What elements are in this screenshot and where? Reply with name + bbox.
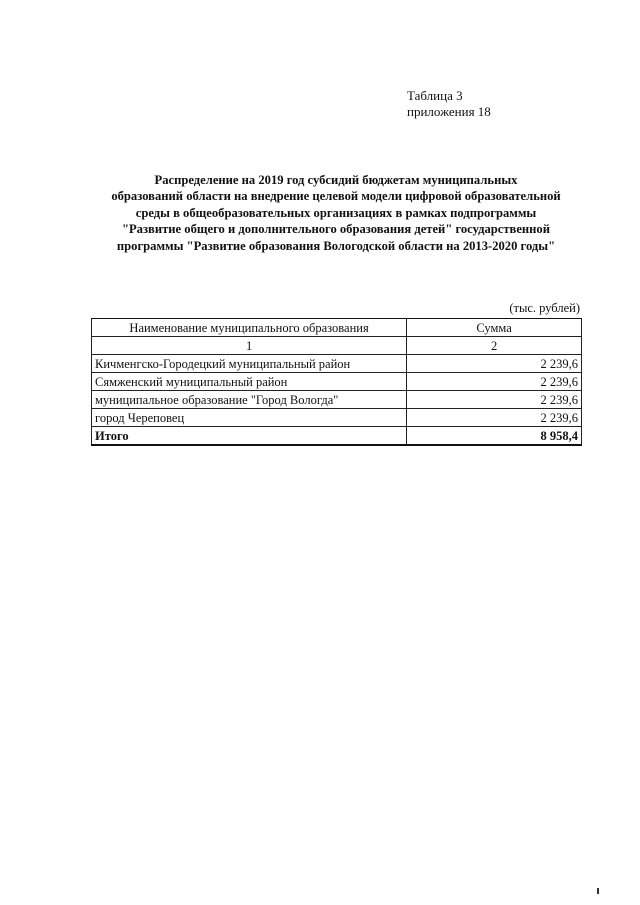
table-header-row bbox=[92, 319, 582, 337]
subsidy-amount: 2 239,6 bbox=[407, 373, 582, 391]
total-label: Итого bbox=[92, 427, 407, 446]
subsidy-amount: 2 239,6 bbox=[407, 355, 582, 373]
subsidy-table bbox=[91, 318, 582, 446]
total-amount: 8 958,4 bbox=[407, 427, 582, 446]
municipality-name: город Череповец bbox=[92, 409, 407, 427]
column-number: 2 bbox=[407, 337, 582, 355]
subsidy-amount: 2 239,6 bbox=[407, 391, 582, 409]
units-label: (тыс. рублей) bbox=[509, 301, 580, 315]
municipality-name: Сямженский муниципальный район bbox=[92, 373, 407, 391]
title-line-1: Распределение на 2019 год субсидий бюджетам муниципальных bbox=[154, 173, 518, 187]
column-number: 1 bbox=[92, 337, 407, 355]
table-reference bbox=[407, 88, 491, 120]
header-municipality: Наименование муниципального образования bbox=[92, 319, 407, 337]
document-title bbox=[86, 172, 586, 254]
title-line-3: среды в общеобразовательных организациях в рамках подпрограммы bbox=[135, 205, 537, 220]
title-line-2: образований области на внедрение целевой модели цифровой образовательной bbox=[111, 189, 561, 204]
title-line-4: "Развитие общего и дополнительного образования детей" государственной bbox=[122, 222, 550, 237]
municipality-name: Кичменгско-Городецкий муниципальный район bbox=[92, 355, 407, 373]
appendix-reference: приложения 18 bbox=[407, 104, 491, 119]
total-row bbox=[92, 427, 582, 446]
municipality-name: муниципальное образование "Город Вологда" bbox=[92, 391, 407, 409]
table-row bbox=[92, 391, 582, 409]
subsidy-amount: 2 239,6 bbox=[407, 409, 582, 427]
table-number: Таблица 3 bbox=[407, 88, 463, 103]
title-line-5: программы "Развитие образования Вологодской области на 2013-2020 годы" bbox=[116, 238, 556, 253]
scan-edge-mark bbox=[597, 888, 599, 894]
column-number-row bbox=[92, 337, 582, 355]
table-row bbox=[92, 373, 582, 391]
table-row bbox=[92, 355, 582, 373]
header-sum: Сумма bbox=[407, 319, 582, 337]
table-row bbox=[92, 409, 582, 427]
